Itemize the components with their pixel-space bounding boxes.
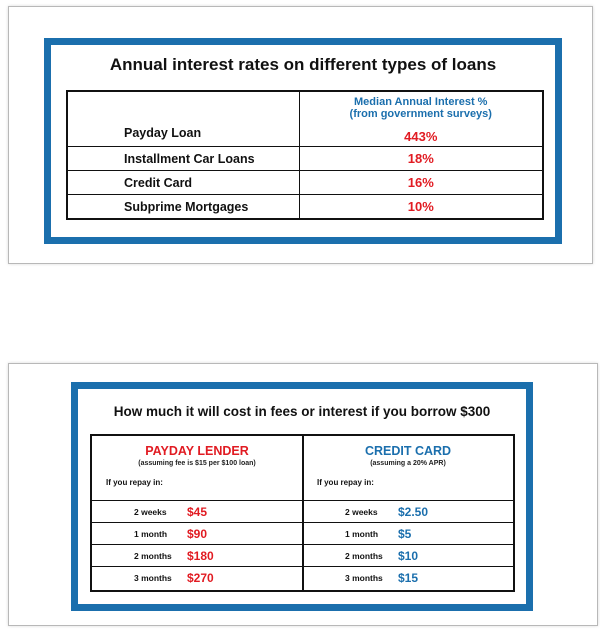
repay-period: 2 weeks	[92, 501, 187, 523]
credit-repay-label: If you repay in:	[317, 478, 374, 487]
cost-amount: $90	[187, 523, 302, 545]
rate-row-name: Credit Card	[67, 171, 299, 195]
rate-row-name: Subprime Mortgages	[67, 195, 299, 220]
table-row	[92, 545, 302, 567]
rate-row-name: Payday Loan	[67, 91, 299, 147]
credit-card-subheading: (assuming a 20% APR)	[370, 460, 446, 467]
table-row	[303, 567, 513, 589]
payday-repay-label: If you repay in:	[106, 478, 163, 487]
rate-row-value: 443%	[404, 129, 438, 144]
interest-rates-frame	[44, 38, 562, 244]
interest-rates-table	[66, 90, 544, 220]
table-header-row	[67, 91, 543, 147]
table-row	[92, 523, 302, 545]
repay-period: 2 months	[92, 545, 187, 567]
rate-row-value: 10%	[299, 195, 543, 220]
rate-row-value: 16%	[299, 171, 543, 195]
repay-period: 1 month	[92, 523, 187, 545]
table-row	[67, 195, 543, 220]
cost-amount: $10	[398, 545, 513, 567]
rate-header-cell	[299, 91, 543, 147]
repay-period: 3 months	[303, 567, 398, 589]
rate-row-name: Installment Car Loans	[67, 147, 299, 171]
rate-header-line1: Median Annual Interest %	[354, 96, 488, 108]
borrow-cost-card	[8, 363, 598, 626]
payday-lender-subheading: (assuming fee is $15 per $100 loan)	[138, 460, 256, 467]
repay-period: 3 months	[92, 567, 187, 589]
credit-card-panel	[303, 434, 515, 592]
cost-amount: $2.50	[398, 501, 513, 523]
credit-card-heading: CREDIT CARD	[364, 444, 452, 458]
borrow-cost-frame	[71, 382, 533, 611]
payday-cost-table	[92, 500, 302, 588]
cost-amount: $270	[187, 567, 302, 589]
interest-rates-title: Annual interest rates on different types of loans	[109, 55, 497, 74]
repay-period: 2 months	[303, 545, 398, 567]
cost-amount: $45	[187, 501, 302, 523]
cost-amount: $5	[398, 523, 513, 545]
table-row	[303, 501, 513, 523]
cost-amount: $180	[187, 545, 302, 567]
table-row	[67, 171, 543, 195]
table-row	[92, 501, 302, 523]
table-row	[303, 545, 513, 567]
repay-period: 2 weeks	[303, 501, 398, 523]
rate-row-value: 18%	[299, 147, 543, 171]
table-row	[303, 523, 513, 545]
interest-rates-card	[8, 6, 593, 264]
repay-period: 1 month	[303, 523, 398, 545]
table-row	[67, 147, 543, 171]
borrow-cost-title: How much it will cost in fees or interest if you borrow $300	[113, 404, 491, 419]
credit-cost-table	[303, 500, 513, 588]
rate-header-line2: (from government surveys)	[349, 108, 492, 120]
table-row	[92, 567, 302, 589]
cost-amount: $15	[398, 567, 513, 589]
payday-lender-heading: PAYDAY LENDER	[145, 444, 249, 458]
payday-lender-panel	[90, 434, 304, 592]
